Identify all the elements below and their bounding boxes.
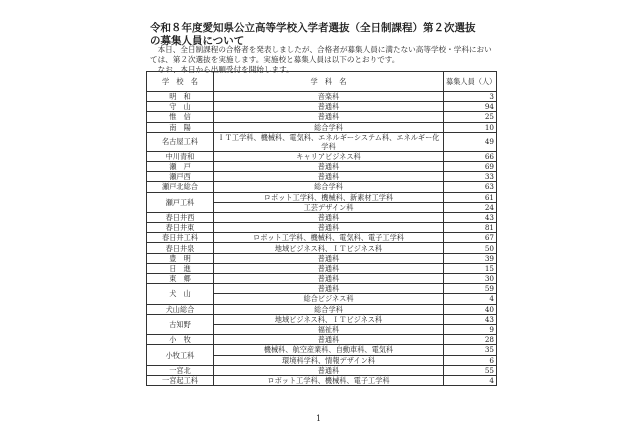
- school-name: 春日井工科: [147, 233, 214, 243]
- capacity-value: 39: [444, 253, 497, 263]
- table-row: [147, 92, 497, 102]
- capacity-value: 3: [444, 92, 497, 102]
- department-name: 音楽科: [214, 92, 444, 102]
- department-name: 普通科: [214, 335, 444, 345]
- capacity-value: 4: [444, 375, 497, 385]
- table-row: [147, 122, 497, 132]
- department-name: 普通科: [214, 284, 444, 294]
- department-name: 普通科: [214, 223, 444, 233]
- title-line-2: の募集人員について: [150, 35, 245, 47]
- table-row: [147, 345, 497, 355]
- department-name: ロボット工学科、機械科、新素材工学科: [214, 192, 444, 202]
- department-name: ＩＴ工学科、機械科、電気科、エネルギーシステム科、エネルギー化学科: [214, 132, 444, 151]
- school-name: 一宮起工科: [147, 375, 214, 385]
- title-line-1: 令和８年度愛知県公立高等学校入学者選抜（全日制課程）第２次選抜: [150, 22, 476, 34]
- table-row: [147, 243, 497, 253]
- school-name: 守 山: [147, 102, 214, 112]
- capacity-value: 15: [444, 263, 497, 273]
- table-row: [147, 365, 497, 375]
- department-name: 普通科: [214, 274, 444, 284]
- capacity-value: 69: [444, 161, 497, 171]
- paragraph: なお、本日から出願受付を開始します。: [157, 65, 294, 74]
- department-name: 地域ビジネス科、ＩＴビジネス科: [214, 314, 444, 324]
- school-name: 日 進: [147, 263, 214, 273]
- school-name: 豊 明: [147, 253, 214, 263]
- table-row: [147, 223, 497, 233]
- table-header-row: [147, 72, 497, 92]
- capacity-value: 67: [444, 233, 497, 243]
- department-name: 地域ビジネス科、ＩＴビジネス科: [214, 243, 444, 253]
- department-name: 普通科: [214, 102, 444, 112]
- capacity-value: 10: [444, 122, 497, 132]
- department-name: 総合学科: [214, 182, 444, 192]
- capacity-value: 28: [444, 335, 497, 345]
- department-name: 総合学科: [214, 122, 444, 132]
- capacity-value: 40: [444, 304, 497, 314]
- department-name: キャリアビジネス科: [214, 151, 444, 161]
- school-name: 犬 山: [147, 284, 214, 304]
- department-name: 総合学科: [214, 304, 444, 314]
- table-row: [147, 212, 497, 222]
- department-name: 普通科: [214, 263, 444, 273]
- capacity-value: 43: [444, 314, 497, 324]
- school-name: 瀬 戸: [147, 161, 214, 171]
- school-name: 春日井泉: [147, 243, 214, 253]
- school-name: 小牧工科: [147, 345, 214, 365]
- capacity-value: 55: [444, 365, 497, 375]
- table-row: [147, 284, 497, 294]
- capacity-value: 30: [444, 274, 497, 284]
- capacity-value: 4: [444, 294, 497, 304]
- capacity-value: 9: [444, 324, 497, 334]
- table-row: [147, 263, 497, 273]
- table-row: [147, 182, 497, 192]
- table-row: [147, 335, 497, 345]
- capacity-value: 35: [444, 345, 497, 355]
- school-name: 小 牧: [147, 335, 214, 345]
- department-name: 総合ビジネス科: [214, 294, 444, 304]
- school-name: 古知野: [147, 314, 214, 334]
- department-name: 機械科、航空産業科、自動車科、電気科: [214, 345, 444, 355]
- department-name: 普通科: [214, 161, 444, 171]
- table-row: [147, 253, 497, 263]
- table-row: [147, 172, 497, 182]
- department-name: 工芸デザイン科: [214, 202, 444, 212]
- table-row: [147, 314, 497, 324]
- department-name: 普通科: [214, 112, 444, 122]
- table-row: [147, 102, 497, 112]
- header-school: 学 校 名: [147, 72, 214, 92]
- capacity-value: 94: [444, 102, 497, 112]
- capacity-value: 25: [444, 112, 497, 122]
- school-name: 瀬戸工科: [147, 192, 214, 212]
- capacity-value: 61: [444, 192, 497, 202]
- capacity-value: 33: [444, 172, 497, 182]
- department-name: 普通科: [214, 212, 444, 222]
- paragraph: 本日、全日制課程の合格者を発表しましたが、合格者が募集人員に満たない高等学校・学科においては、第２次選抜を実施します。実施校と募集人員は以下のとおりです。: [150, 45, 492, 64]
- school-name: 南 陽: [147, 122, 214, 132]
- table-row: [147, 375, 497, 385]
- school-name: 犬山総合: [147, 304, 214, 314]
- capacity-value: 43: [444, 212, 497, 222]
- capacity-value: 49: [444, 132, 497, 151]
- school-name: 明 和: [147, 92, 214, 102]
- capacity-value: 6: [444, 355, 497, 365]
- school-name: 春日井西: [147, 212, 214, 222]
- capacity-value: 59: [444, 284, 497, 294]
- table-row: [147, 151, 497, 161]
- header-capacity: 募集人員（人）: [444, 72, 497, 92]
- school-name: 瀬戸西: [147, 172, 214, 182]
- table-row: [147, 161, 497, 171]
- page-number: 1: [316, 414, 322, 423]
- school-name: 惟 信: [147, 112, 214, 122]
- table-row: [147, 304, 497, 314]
- header-department: 学 科 名: [214, 72, 444, 92]
- capacity-value: 66: [444, 151, 497, 161]
- school-name: 一宮北: [147, 365, 214, 375]
- table-row: [147, 112, 497, 122]
- department-name: 福祉科: [214, 324, 444, 334]
- capacity-value: 63: [444, 182, 497, 192]
- table-row: [147, 132, 497, 151]
- school-name: 名古屋工科: [147, 132, 214, 151]
- department-name: 普通科: [214, 253, 444, 263]
- department-name: ロボット工学科、機械科、電子工学科: [214, 375, 444, 385]
- capacity-value: 81: [444, 223, 497, 233]
- department-name: 環境科学科、情報デザイン科: [214, 355, 444, 365]
- capacity-value: 24: [444, 202, 497, 212]
- school-name: 瀬戸北総合: [147, 182, 214, 192]
- department-name: ロボット工学科、機械科、電気科、電子工学科: [214, 233, 444, 243]
- school-name: 中川青和: [147, 151, 214, 161]
- table-row: [147, 233, 497, 243]
- recruitment-table: [146, 71, 497, 386]
- table-row: [147, 274, 497, 284]
- department-name: 普通科: [214, 172, 444, 182]
- school-name: 春日井東: [147, 223, 214, 233]
- department-name: 普通科: [214, 365, 444, 375]
- school-name: 東 郷: [147, 274, 214, 284]
- capacity-value: 50: [444, 243, 497, 253]
- table-row: [147, 192, 497, 202]
